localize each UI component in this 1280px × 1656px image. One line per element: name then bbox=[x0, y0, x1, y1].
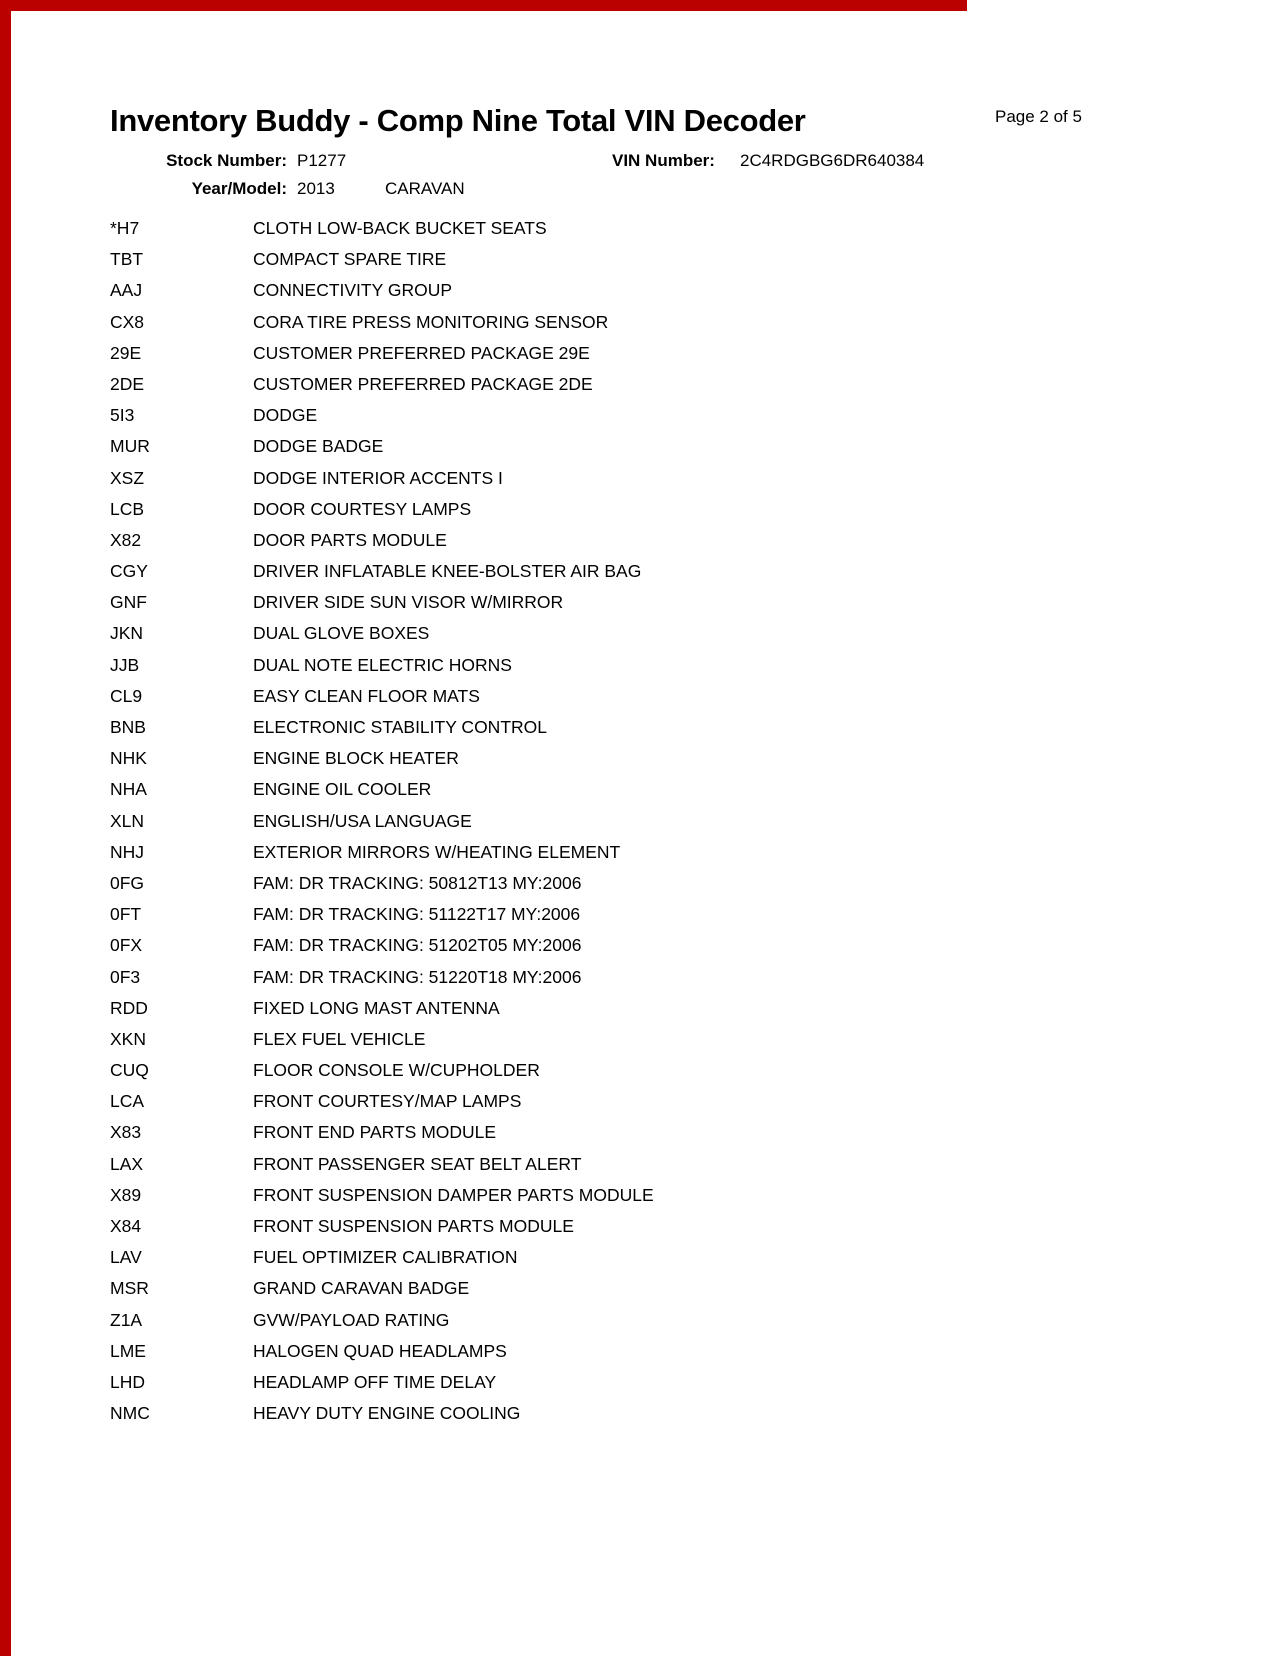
option-row bbox=[0, 463, 1280, 494]
option-code: NHJ bbox=[110, 841, 145, 862]
model-value: CARAVAN bbox=[385, 179, 465, 198]
option-description: DUAL NOTE ELECTRIC HORNS bbox=[253, 654, 512, 675]
option-row bbox=[0, 618, 1280, 649]
option-row bbox=[0, 962, 1280, 993]
page-title: Inventory Buddy - Comp Nine Total VIN Decoder bbox=[110, 103, 806, 138]
option-code: 29E bbox=[110, 342, 142, 363]
option-row bbox=[0, 712, 1280, 743]
option-row bbox=[0, 650, 1280, 681]
option-code: AAJ bbox=[110, 280, 143, 301]
option-row bbox=[0, 837, 1280, 868]
option-description: FAM: DR TRACKING: 51202T05 MY:2006 bbox=[253, 935, 582, 956]
option-row bbox=[0, 899, 1280, 930]
option-description: FRONT COURTESY/MAP LAMPS bbox=[253, 1091, 522, 1112]
option-row bbox=[0, 681, 1280, 712]
option-row bbox=[0, 993, 1280, 1024]
option-row bbox=[0, 525, 1280, 556]
option-description: DOOR PARTS MODULE bbox=[253, 529, 447, 550]
option-row bbox=[0, 1180, 1280, 1211]
year-value: 2013 bbox=[297, 179, 335, 198]
option-row bbox=[0, 930, 1280, 961]
option-description: FRONT SUSPENSION DAMPER PARTS MODULE bbox=[253, 1184, 654, 1205]
option-description: EASY CLEAN FLOOR MATS bbox=[253, 685, 480, 706]
option-description: GVW/PAYLOAD RATING bbox=[253, 1309, 450, 1330]
option-description: FRONT PASSENGER SEAT BELT ALERT bbox=[253, 1153, 582, 1174]
option-row bbox=[0, 1055, 1280, 1086]
option-row bbox=[0, 275, 1280, 306]
option-description: DOOR COURTESY LAMPS bbox=[253, 498, 472, 519]
option-code: LCA bbox=[110, 1091, 145, 1112]
option-description: HEAVY DUTY ENGINE COOLING bbox=[253, 1403, 521, 1424]
option-code: X83 bbox=[110, 1122, 142, 1143]
option-code: LCB bbox=[110, 498, 145, 519]
option-row bbox=[0, 1367, 1280, 1398]
option-code: JKN bbox=[110, 623, 144, 644]
option-code: CUQ bbox=[110, 1060, 149, 1081]
option-description: FRONT SUSPENSION PARTS MODULE bbox=[253, 1216, 574, 1236]
option-code: RDD bbox=[110, 997, 148, 1018]
option-code: 0FX bbox=[110, 935, 143, 956]
option-description: COMPACT SPARE TIRE bbox=[253, 249, 447, 270]
option-code: LAV bbox=[110, 1247, 142, 1268]
option-row bbox=[0, 1273, 1280, 1304]
year-model-label: Year/Model: bbox=[191, 179, 287, 198]
option-code: X84 bbox=[110, 1216, 142, 1236]
option-row bbox=[0, 307, 1280, 338]
option-code: X89 bbox=[110, 1184, 142, 1205]
option-code: LAX bbox=[110, 1153, 144, 1174]
option-code: 0FT bbox=[110, 904, 142, 925]
option-description: ENGINE OIL COOLER bbox=[253, 779, 432, 800]
option-description: DODGE BADGE bbox=[253, 436, 384, 457]
option-code: LME bbox=[110, 1340, 146, 1361]
option-code: 5I3 bbox=[110, 405, 135, 426]
option-description: HALOGEN QUAD HEADLAMPS bbox=[253, 1340, 507, 1361]
option-code: NHA bbox=[110, 779, 147, 800]
option-row bbox=[0, 806, 1280, 837]
option-code: Z1A bbox=[110, 1309, 143, 1330]
option-description: DRIVER INFLATABLE KNEE-BOLSTER AIR BAG bbox=[253, 561, 642, 582]
option-description: FUEL OPTIMIZER CALIBRATION bbox=[253, 1247, 518, 1268]
option-description: CORA TIRE PRESS MONITORING SENSOR bbox=[253, 311, 609, 332]
option-code: LHD bbox=[110, 1371, 146, 1392]
option-description: ENGLISH/USA LANGUAGE bbox=[253, 810, 472, 831]
option-code: CX8 bbox=[110, 311, 145, 332]
option-row bbox=[0, 494, 1280, 525]
option-row bbox=[0, 431, 1280, 462]
option-description: CLOTH LOW-BACK BUCKET SEATS bbox=[253, 218, 547, 238]
stock-number-label: Stock Number: bbox=[166, 151, 287, 170]
option-code: 0F3 bbox=[110, 966, 141, 987]
page-number-indicator: Page 2 of 5 bbox=[995, 107, 1082, 126]
option-row bbox=[0, 338, 1280, 369]
option-code: CL9 bbox=[110, 685, 143, 706]
option-description: ENGINE BLOCK HEATER bbox=[253, 748, 459, 769]
option-description: DODGE INTERIOR ACCENTS I bbox=[253, 467, 503, 488]
option-row bbox=[0, 743, 1280, 774]
option-row bbox=[0, 369, 1280, 400]
option-row bbox=[0, 1086, 1280, 1117]
option-code: CGY bbox=[110, 561, 148, 582]
option-row bbox=[0, 213, 1280, 244]
option-row bbox=[0, 1336, 1280, 1367]
option-row bbox=[0, 1398, 1280, 1429]
option-description: FAM: DR TRACKING: 51220T18 MY:2006 bbox=[253, 966, 582, 987]
option-description: CUSTOMER PREFERRED PACKAGE 29E bbox=[253, 342, 590, 363]
option-code: NMC bbox=[110, 1403, 150, 1424]
option-description: FLEX FUEL VEHICLE bbox=[253, 1028, 426, 1049]
option-code: JJB bbox=[110, 654, 140, 675]
option-description: CONNECTIVITY GROUP bbox=[253, 280, 453, 301]
option-row bbox=[0, 244, 1280, 275]
scan-edge-top bbox=[0, 0, 967, 11]
option-row bbox=[0, 1242, 1280, 1273]
options-list bbox=[0, 213, 1280, 1429]
option-code: XSZ bbox=[110, 467, 145, 488]
option-code: GNF bbox=[110, 592, 147, 613]
stock-number-value: P1277 bbox=[297, 151, 347, 170]
option-code: XKN bbox=[110, 1028, 146, 1049]
option-description: FLOOR CONSOLE W/CUPHOLDER bbox=[253, 1060, 540, 1081]
option-code: XLN bbox=[110, 810, 145, 831]
option-description: EXTERIOR MIRRORS W/HEATING ELEMENT bbox=[253, 841, 621, 862]
option-code: NHK bbox=[110, 748, 147, 769]
option-row bbox=[0, 556, 1280, 587]
option-row bbox=[0, 400, 1280, 431]
option-code: 0FG bbox=[110, 872, 145, 893]
option-description: DUAL GLOVE BOXES bbox=[253, 623, 430, 644]
option-description: CUSTOMER PREFERRED PACKAGE 2DE bbox=[253, 373, 593, 394]
option-row bbox=[0, 774, 1280, 805]
vin-number-label: VIN Number: bbox=[612, 151, 715, 170]
option-row bbox=[0, 868, 1280, 899]
option-description: DRIVER SIDE SUN VISOR W/MIRROR bbox=[253, 592, 564, 613]
option-description: FRONT END PARTS MODULE bbox=[253, 1122, 497, 1143]
option-code: X82 bbox=[110, 529, 142, 550]
option-code: TBT bbox=[110, 249, 144, 270]
option-row bbox=[0, 1024, 1280, 1055]
option-description: FAM: DR TRACKING: 50812T13 MY:2006 bbox=[253, 872, 582, 893]
option-row bbox=[0, 1211, 1280, 1242]
option-row bbox=[0, 1149, 1280, 1180]
option-description: FAM: DR TRACKING: 51122T17 MY:2006 bbox=[253, 904, 581, 925]
option-description: HEADLAMP OFF TIME DELAY bbox=[253, 1371, 497, 1392]
option-row bbox=[0, 587, 1280, 618]
option-code: BNB bbox=[110, 717, 146, 737]
option-code: 2DE bbox=[110, 373, 145, 394]
option-code: *H7 bbox=[110, 218, 140, 238]
option-description: GRAND CARAVAN BADGE bbox=[253, 1278, 470, 1299]
option-description: DODGE bbox=[253, 405, 318, 426]
vin-number-value: 2C4RDGBG6DR640384 bbox=[740, 151, 925, 170]
option-row bbox=[0, 1305, 1280, 1336]
option-row bbox=[0, 1117, 1280, 1148]
option-code: MUR bbox=[110, 436, 150, 457]
option-code: MSR bbox=[110, 1278, 149, 1299]
option-description: FIXED LONG MAST ANTENNA bbox=[253, 997, 500, 1018]
option-description: ELECTRONIC STABILITY CONTROL bbox=[253, 717, 547, 737]
